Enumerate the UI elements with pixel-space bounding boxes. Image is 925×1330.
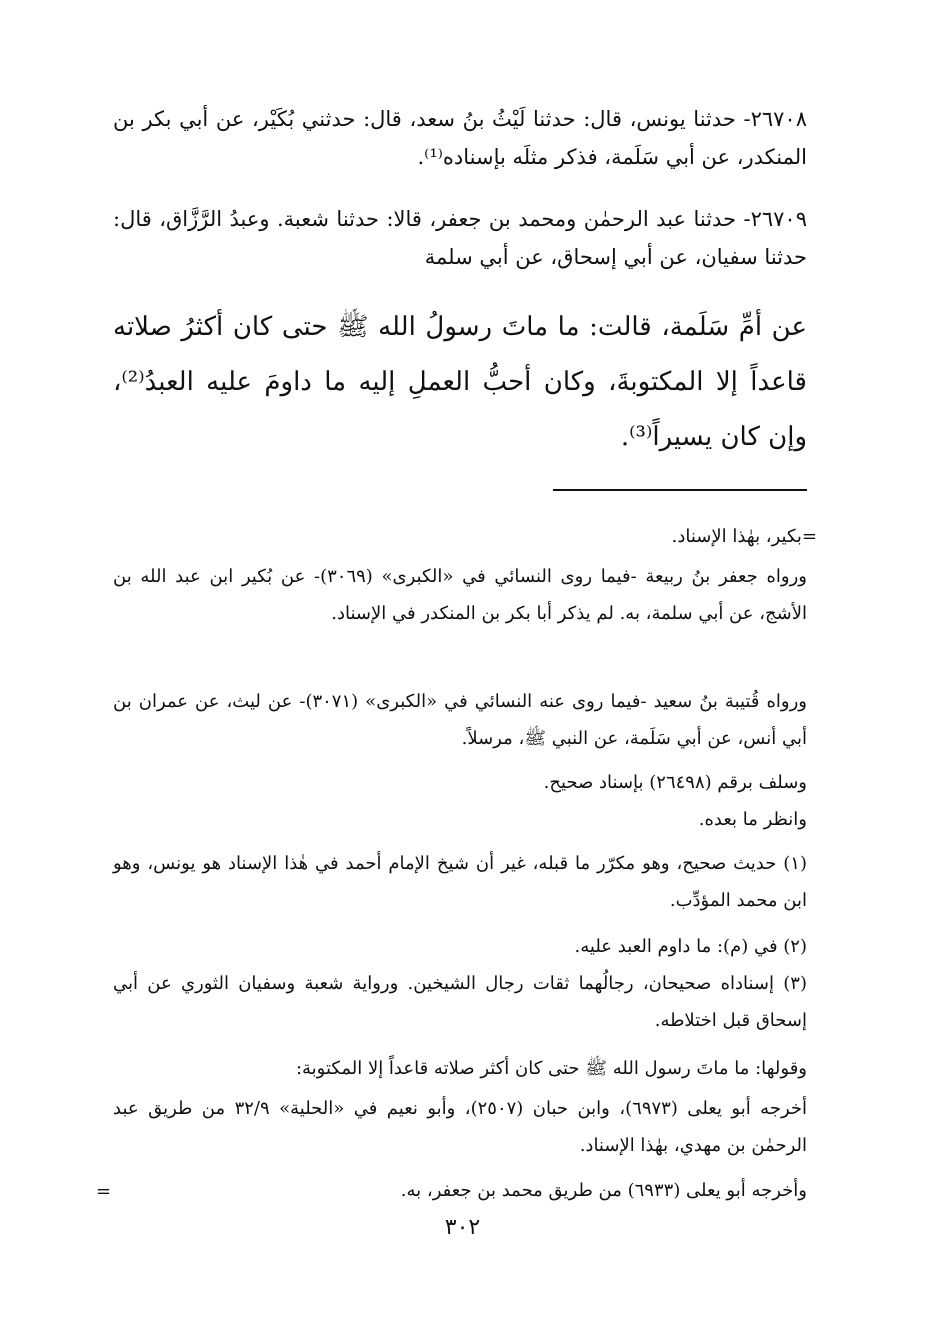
footnote-abu-yala-1: أخرجه أبو يعلى (٦٩٧٣)، وابن حبان (٢٥٠٧)، وأبو نعيم في «الحلية» ٣٢/٩ من طريق عبد الرحمٰن بن مهدي، بهٰذا الإسناد. bbox=[113, 1098, 808, 1156]
footnote-1: (١) حديث صحيح، وهو مكرّر ما قبله، غير أن شيخ الإمام أحمد في هٰذا الإسناد هو يونس، وهو ابن محمد المؤدِّب. bbox=[113, 853, 807, 911]
hadith-26709-isnad: ٢٦٧٠٩- حدثنا عبد الرحمٰن ومحمد بن جعفر، قالا: حدثنا شعبة. وعبدُ الرَّزَّاق، قال: حدثنا سفيان، عن أبي إسحاق، عن أبي سلمة bbox=[113, 207, 807, 269]
hadith-26709-matn: عن أمِّ سَلَمة، قالت: ما ماتَ رسولُ الله ﷺ حتى كان أكثرُ صلاته قاعداً إلا المكتوبةَ، وكان أحبُّ العملِ إليه ما داومَ عليه العبدُ⁽²⁾، وإن كان يسيراً⁽³⁾. bbox=[113, 312, 807, 452]
footnote-abu-yala-2: وأخرجه أبو يعلى (٦٩٣٣) من طريق محمد بن جعفر، به. bbox=[400, 1180, 807, 1201]
footnote-nasai-1: ورواه جعفر بنُ ربيعة -فيما روى النسائي في «الكبرى» (٣٠٦٩)- عن بُكير ابن عبد الله بن الأشج، عن أبي سلمة، به. لم يذكر أبا بكر بن المنكدر في الإسناد. bbox=[113, 566, 807, 624]
footnote-nasai-2: ورواه قُتيبة بنُ سعيد -فيما روى عنه النسائي في «الكبرى» (٣٠٧١)- عن ليث، عن عمران بن أبي أنس، عن أبي سَلَمة، عن النبي ﷺ، مرسلاً. bbox=[113, 691, 807, 749]
footnote-3: (٣) إسناداه صحيحان، رجالُهما ثقات رجال الشيخين. ورواية شعبة وسفيان الثوري عن أبي إسحاق قبل اختلاطه. bbox=[113, 973, 807, 1031]
footnote-2: (٢) في (م): ما داوم العبد عليه. bbox=[574, 936, 807, 957]
hadith-26708: ٢٦٧٠٨- حدثنا يونس، قال: حدثنا لَيْثُ بنُ سعد، قال: حدثني بُكَيْر، عن أبي بكر بن المنكدر، عن أبي سَلَمة، فذكر مثلَه بإسناده⁽¹⁾. bbox=[113, 107, 807, 169]
footnote-continuation: =بكير، بهٰذا الإسناد. bbox=[671, 526, 817, 547]
footnote-salaf: وسلف برقم (٢٦٤٩٨) بإسناد صحيح. bbox=[543, 772, 807, 793]
footnote-unzur: وانظر ما بعده. bbox=[698, 809, 807, 830]
page-number: ٣٠٢ bbox=[444, 1215, 481, 1240]
footnote-separator bbox=[553, 489, 807, 491]
continues-mark: = bbox=[96, 1181, 112, 1202]
footnote-qawluha: وقولها: ما ماتَ رسول الله ﷺ حتى كان أكثر صلاته قاعداً إلا المكتوبة: bbox=[295, 1058, 807, 1079]
